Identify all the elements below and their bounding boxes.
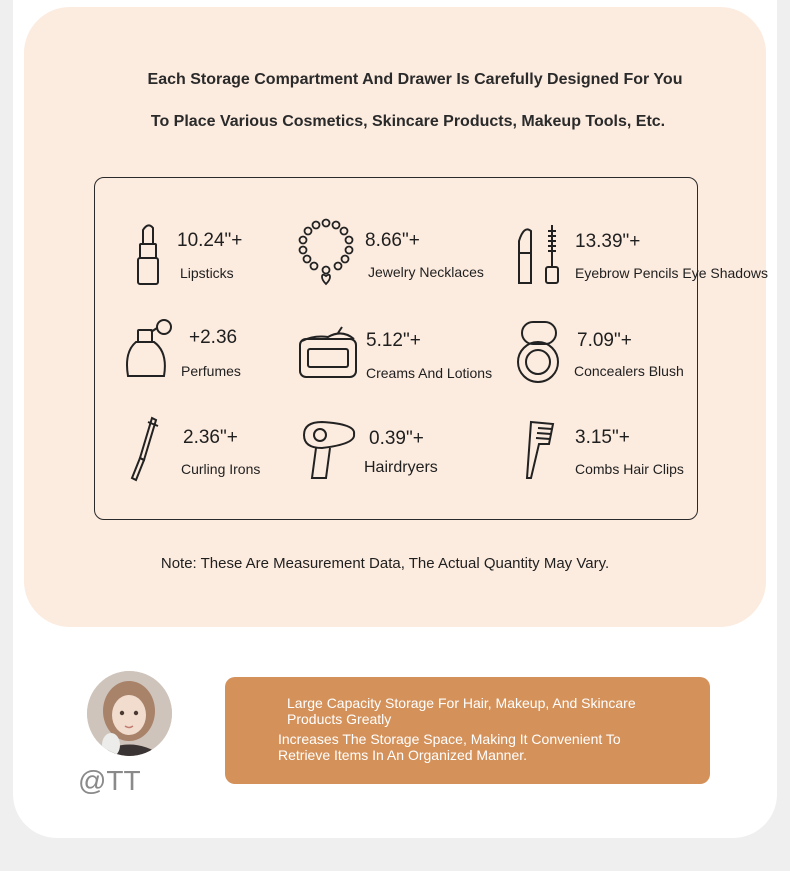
item-label: Curling Irons [181,461,261,477]
item-label: Lipsticks [180,265,234,281]
item-value: 5.12"+ [366,330,421,351]
item-value: 10.24"+ [177,230,243,251]
item-label: Concealers Blush [574,363,684,379]
item-label: Hairdryers [364,459,438,476]
profile-handle: @TT [78,765,141,796]
compact-icon [516,320,562,384]
perfume-icon [124,318,174,380]
item-value: 0.39"+ [369,428,424,449]
avatar [87,671,172,756]
measurement-note: Note: These Are Measurement Data, The Actual Quantity May Vary. [160,555,610,572]
comb-icon [525,420,557,480]
item-value: 8.66"+ [365,230,420,251]
banner-line-1: Large Capacity Storage For Hair, Makeup, And Skincare Products Greatly [287,695,636,727]
headline-line-2: To Place Various Cosmetics, Skincare Products, Makeup Tools, Etc. [150,113,666,130]
necklace-icon [298,218,354,286]
eyebrow-pencil-icon [516,223,564,287]
item-value: 3.15"+ [575,427,630,448]
lipstick-icon [133,222,163,286]
item-value: +2.36 [189,327,238,348]
item-label: Eyebrow Pencils Eye Shadows [575,265,768,281]
hairdryer-icon [302,420,358,480]
banner-line-2: Increases The Storage Space, Making It Convenient To Retrieve Items In An Organized Manner. [278,731,621,763]
item-value: 13.39"+ [575,231,641,252]
feature-banner [225,677,710,784]
curling-iron-icon [128,416,164,482]
cream-jar-icon [298,325,358,379]
item-value: 7.09"+ [577,330,632,351]
headline-line-1: Each Storage Compartment And Drawer Is Carefully Designed For You [147,71,683,88]
item-label: Jewelry Necklaces [368,264,484,280]
item-label: Creams And Lotions [366,365,493,381]
item-label: Combs Hair Clips [575,461,684,477]
item-label: Perfumes [181,363,241,379]
item-value: 2.36"+ [183,427,238,448]
